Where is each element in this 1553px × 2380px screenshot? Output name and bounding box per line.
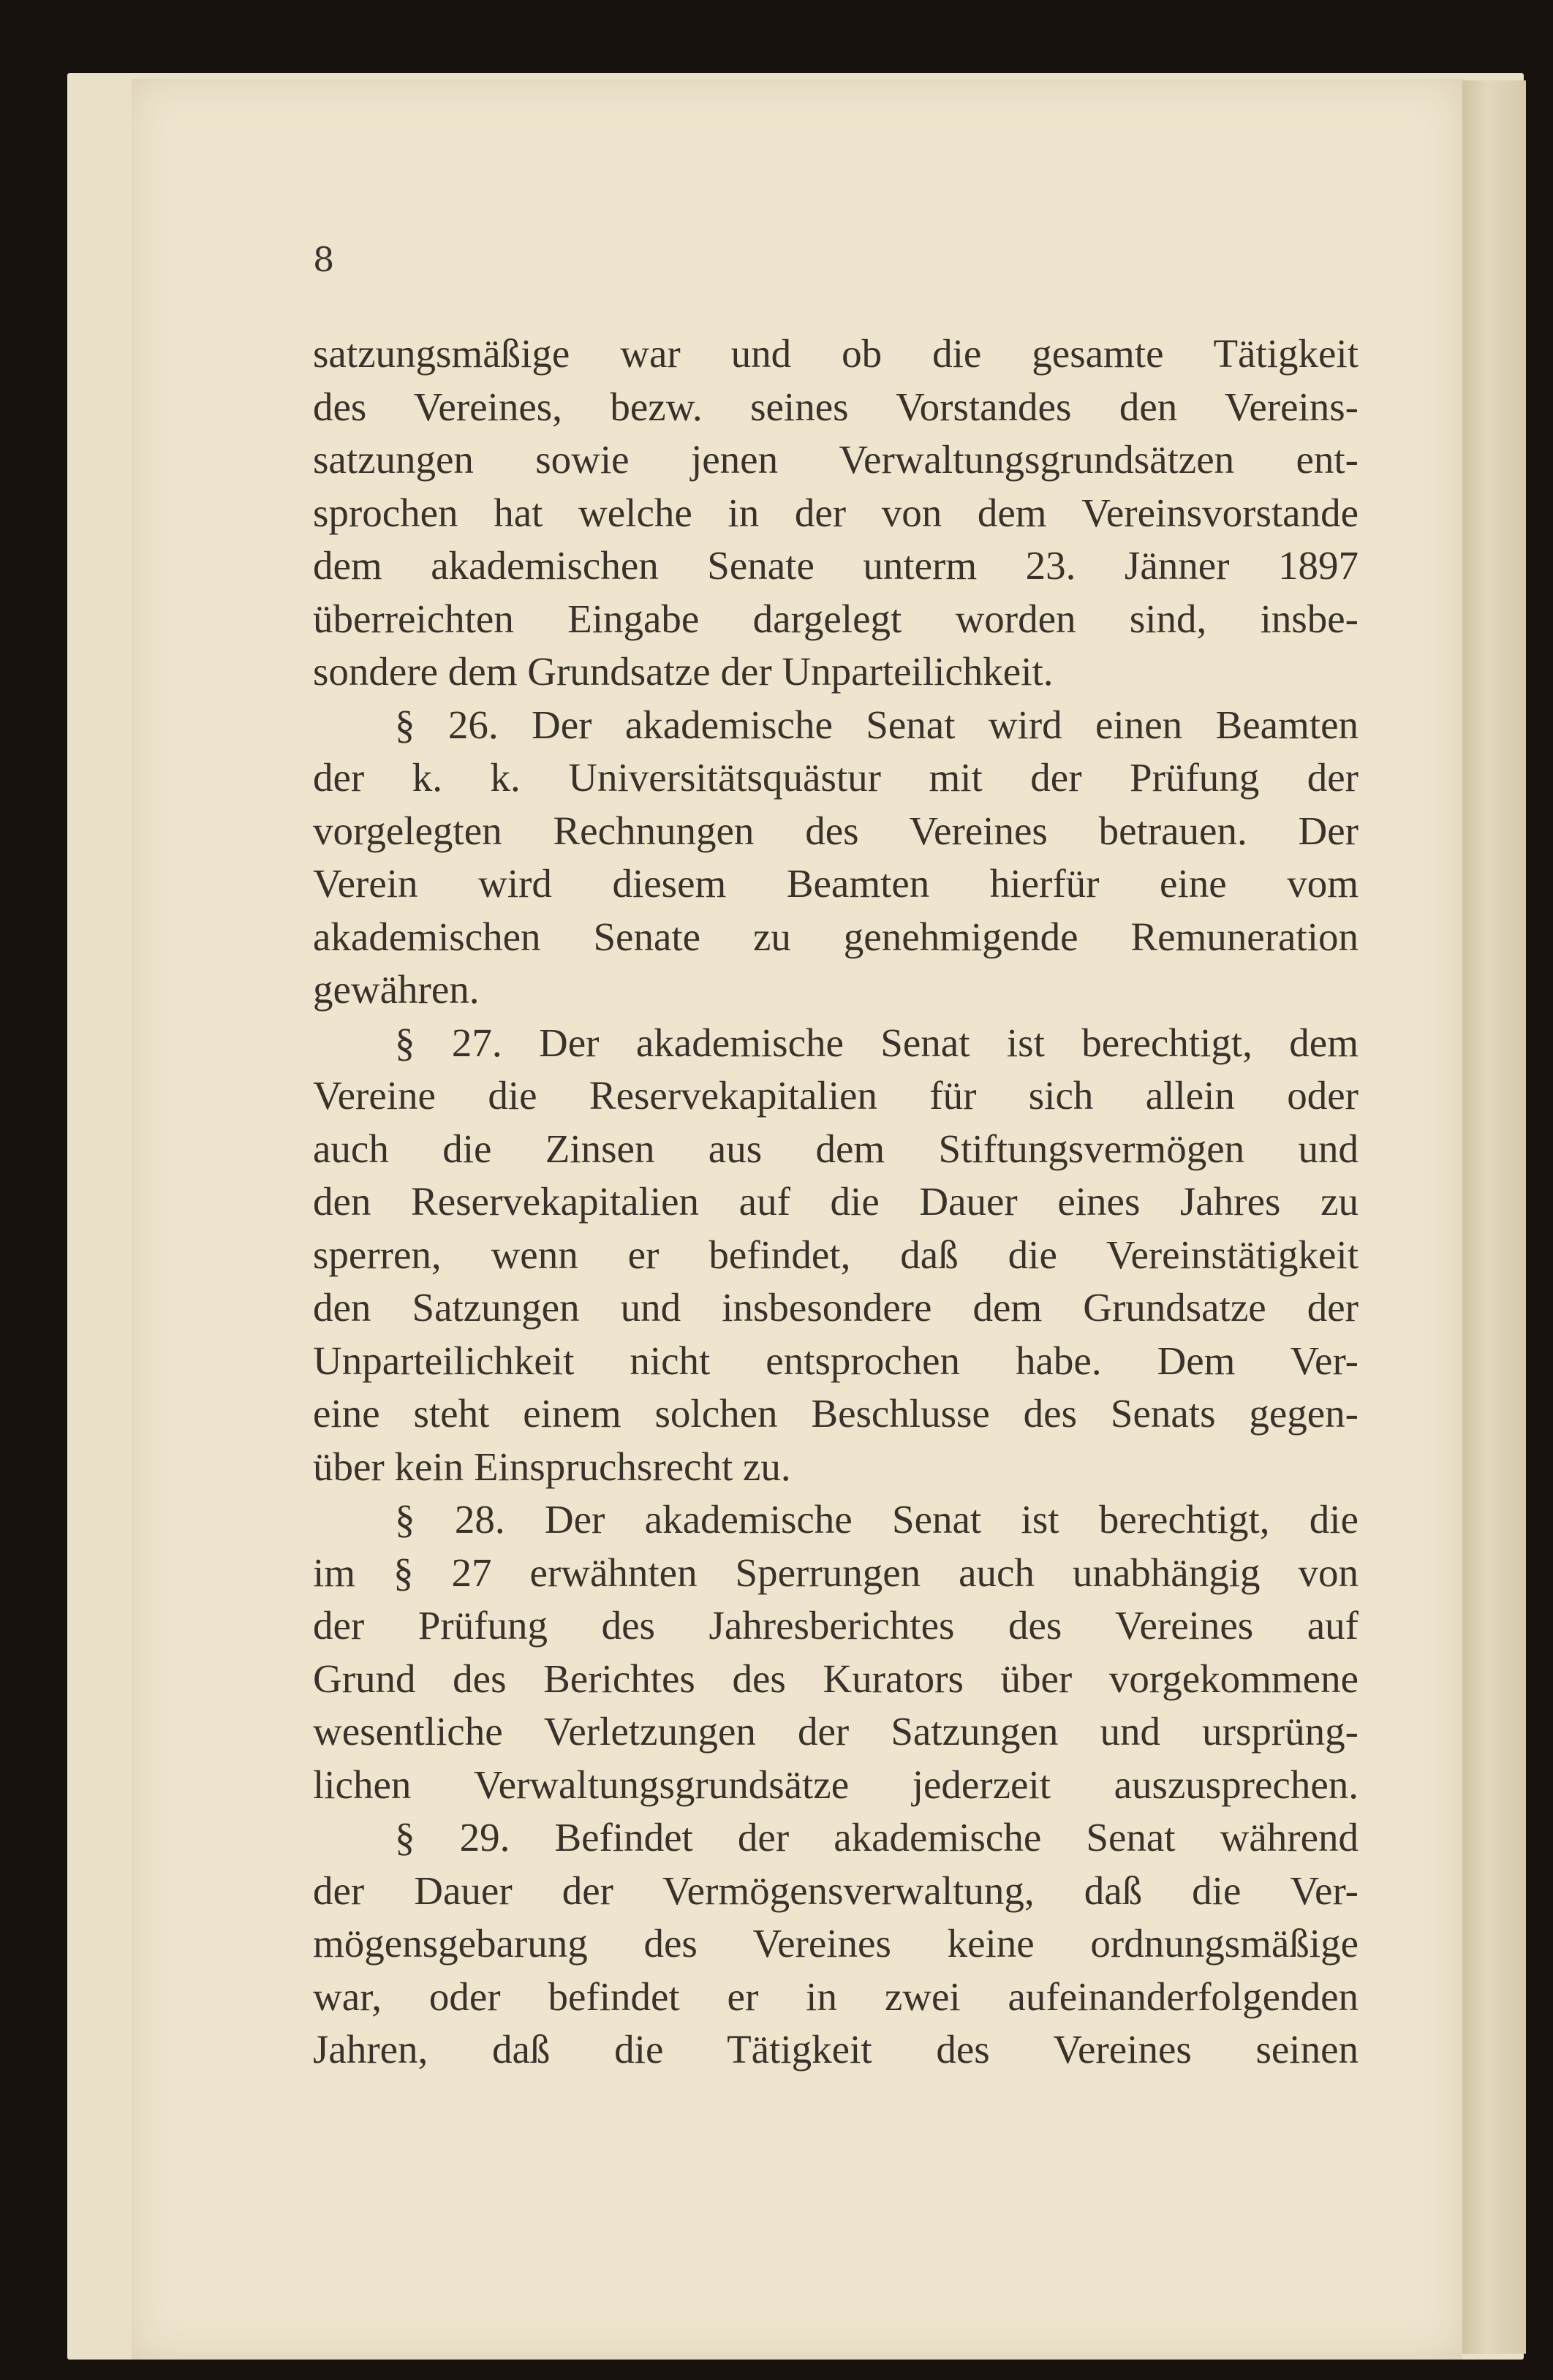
text-line: sperren, wenn er befindet, daß die Vereinstätigkeit — [313, 1232, 1359, 1277]
text-line: des Vereines, bezw. seines Vorstandes den Vereins- — [313, 384, 1359, 429]
body-text — [313, 327, 1359, 2077]
text-line: akademischen Senate zu genehmigende Remuneration — [313, 914, 1359, 959]
text-line: Jahren, daß die Tätigkeit des Vereines seinen — [313, 2027, 1359, 2072]
text-line: Vereine die Reservekapitalien für sich allein oder — [313, 1073, 1359, 1118]
text-line: sprochen hat welche in der von dem Vereinsvorstande — [313, 490, 1359, 535]
text-line: eine steht einem solchen Beschlusse des Senats gegen- — [313, 1391, 1359, 1436]
text-line: überreichten Eingabe dargelegt worden sind, insbe- — [313, 596, 1359, 641]
text-line: wesentliche Verletzungen der Satzungen und ursprüng- — [313, 1709, 1359, 1754]
text-line: Grund des Berichtes des Kurators über vorgekommene — [313, 1656, 1359, 1701]
paragraph-section-29: § 29. Befindet der akademische Senat während — [395, 1815, 1359, 1860]
text-line: Unparteilichkeit nicht entsprochen habe. Dem Ver- — [313, 1338, 1359, 1383]
text-line: Verein wird diesem Beamten hierfür eine vom — [313, 861, 1359, 906]
text-line: sondere dem Grundsatze der Unparteilichkeit. — [313, 649, 1054, 694]
text-line: den Reservekapitalien auf die Dauer eines Jahres zu — [313, 1179, 1359, 1224]
text-line: der Dauer der Vermögensverwaltung, daß die Ver- — [313, 1868, 1359, 1913]
text-line: dem akademischen Senate unterm 23. Jänner 1897 — [313, 543, 1359, 588]
text-line: vorgelegten Rechnungen des Vereines betrauen. Der — [313, 808, 1359, 853]
text-line: im § 27 erwähnten Sperrungen auch unabhängig von — [313, 1550, 1359, 1595]
paragraph-section-28: § 28. Der akademische Senat ist berechtigt, die — [395, 1497, 1359, 1542]
text-line: der k. k. Universitätsquästur mit der Prüfung der — [313, 755, 1359, 800]
text-line: satzungen sowie jenen Verwaltungsgrundsätzen ent- — [313, 437, 1359, 482]
text-line: den Satzungen und insbesondere dem Grundsatze der — [313, 1285, 1359, 1330]
text-line: lichen Verwaltungsgrundsätze jederzeit auszusprechen. — [313, 1762, 1359, 1807]
page-number: 8 — [313, 240, 335, 279]
text-line: auch die Zinsen aus dem Stiftungsvermögen und — [313, 1126, 1359, 1171]
next-page-edge — [1459, 80, 1526, 2354]
text-line: mögensgebarung des Vereines keine ordnungsmäßige — [313, 1921, 1359, 1966]
paragraph-section-27: § 27. Der akademische Senat ist berechtigt, dem — [395, 1020, 1359, 1065]
text-line: gewähren. — [313, 967, 480, 1012]
paragraph-section-26: § 26. Der akademische Senat wird einen Beamten — [395, 702, 1359, 747]
text-line: satzungsmäßige war und ob die gesamte Tätigkeit — [313, 331, 1359, 376]
text-line: der Prüfung des Jahresberichtes des Vereines auf — [313, 1603, 1359, 1648]
text-line: über kein Einspruchsrecht zu. — [313, 1444, 791, 1489]
text-line: war, oder befindet er in zwei aufeinanderfolgenden — [313, 1974, 1359, 2019]
